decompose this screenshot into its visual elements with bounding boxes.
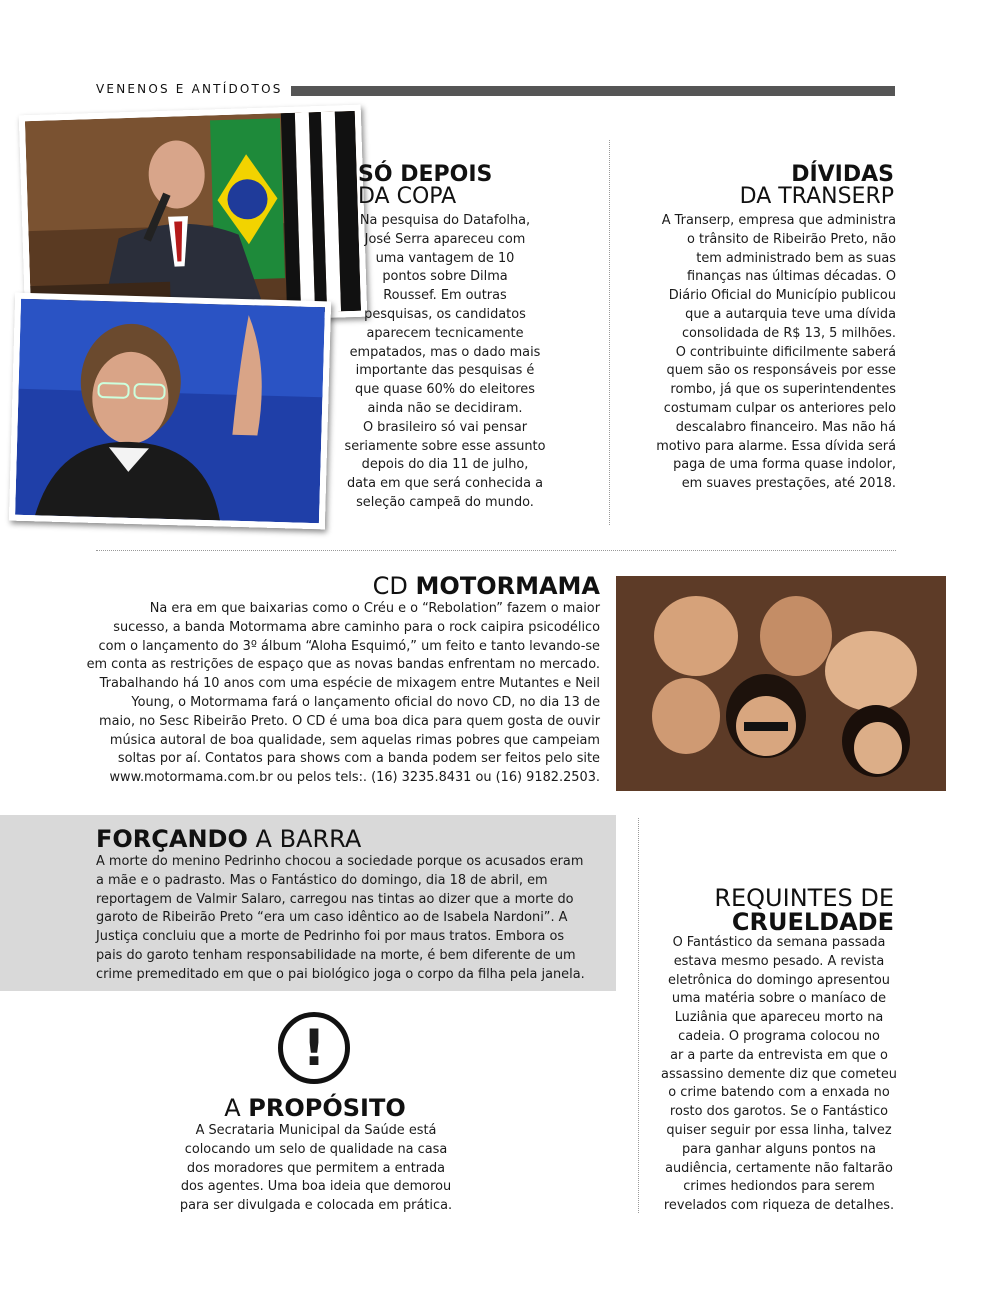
proposito-title-thin: A [224,1094,241,1122]
text-line: dos moradores que permitem a entrada [186,1160,446,1176]
text-line: A Secrataria Municipal da Saúde está [195,1123,437,1138]
text-line: quem são os responsáveis por esse [666,363,896,379]
text-line: motivo para alarme. Essa dívida será [656,438,896,454]
photo-dilma [9,293,331,530]
proposito-title [200,1096,430,1120]
motormama-title [300,574,600,598]
text-line: eletrônica do domingo apresentou [668,972,890,988]
proposito-title-bold: PROPÓSITO [248,1094,406,1122]
text-line: estava mesmo pesado. A revista [673,953,885,969]
text-line: para ser divulgada e colocada em prática. [179,1198,453,1214]
copa-title-bold: SÓ DEPOIS [358,162,493,187]
text-line: A Transerp, empresa que administra [661,213,896,228]
text-line: audiência, certamente não faltarão [665,1160,893,1176]
text-line: ainda não se decidiram. [367,400,523,416]
exclamation-glyph: ! [302,1019,326,1077]
text-line: O brasileiro só vai pensar [362,419,528,435]
text-line: seleção campeã do mundo. [356,494,534,510]
text-line: Luziânia que apareceu morto na [674,1010,884,1026]
text-line: data em que será conhecida a [346,476,544,492]
text-line: maio, no Sesc Ribeirão Preto. O CD é uma boa dica para quem gosta de ouvir [99,713,600,729]
section-rule [291,86,895,96]
text-line: quiser seguir por essa linha, talvez [666,1122,892,1138]
text-line: reportagem de Valmir Salaro, carregou nas tintas ao dizer que a morte do [96,891,574,907]
text-line: depois do dia 11 de julho, [361,457,529,473]
text-line: o crime batendo com a enxada no [668,1085,890,1101]
text-line: o trânsito de Ribeirão Preto, não [687,231,896,247]
crueldade-title-thin: REQUINTES DE [714,884,894,912]
text-line: rombo, já que os superintendentes [670,382,896,398]
text-line: consolidada de R$ 13, 5 milhões. [681,325,896,341]
copa-title-thin: DA COPA [358,184,457,209]
text-line: Diário Oficial do Município publicou [668,288,896,304]
text-line: sucesso, a banda Motormama abre caminho para o rock caipira psicodélico [113,619,600,635]
text-line: dos agentes. Uma boa ideia que demorou [180,1179,452,1195]
text-line: pontos sobre Dilma [382,269,508,285]
text-line: Roussef. Em outras [383,288,507,304]
text-line: cadeia. O programa colocou no [678,1028,880,1044]
text-line: crimes hediondos para serem [683,1179,875,1195]
text-line: Na era em que baixarias como o Créu e o “Rebolation” fazem o maior [149,601,600,616]
transerp-title [640,164,894,208]
text-line: costumam culpar os anteriores pelo [663,400,896,416]
text-line: paga de uma forma quase indolor, [673,457,896,473]
photo-motormama-band [616,576,946,791]
motormama-title-thin: CD [372,572,408,600]
text-line: pais do garoto tenham responsabilidade na morte, é bem diferente de um [96,947,576,963]
transerp-title-bold: DÍVIDAS [791,162,894,187]
text-line: uma matéria sobre o maníaco de [671,991,887,1007]
crueldade-body [650,934,908,1216]
copa-title [358,164,492,208]
text-line: soltas por aí. Contatos para shows com a banda podem ser feitos pelo site [117,751,600,767]
exclamation-icon [278,1012,350,1084]
text-line: com o lançamento do 3º álbum “Aloha Esquimó,” um feito e tanto levando-se [98,638,600,654]
text-line: assassino demente diz que cometeu [661,1066,897,1082]
text-line: rosto dos garotos. Se o Fantástico [669,1104,889,1120]
forcando-title-thin: A BARRA [255,825,362,853]
text-line: uma vantagem de 10 [375,250,515,266]
text-line: empatados, mas o dado mais [349,344,541,360]
column-divider [609,140,610,525]
text-line: aparecem tecnicamente [366,325,524,341]
forcando-title [96,827,361,851]
transerp-title-thin: DA TRANSERP [739,184,894,209]
text-line: colocando um selo de qualidade na casa [184,1141,448,1157]
text-line: Na pesquisa do Datafolha, [359,213,531,228]
text-line: O Fantástico da semana passada [672,935,886,950]
forcando-body [96,853,606,985]
text-line: Trabalhando há 10 anos com uma espécie de mixagem entre Mutantes e Neil [99,676,600,692]
copa-body [330,212,560,513]
text-line: pesquisas, os candidatos [364,306,526,322]
text-line: que a autarquia teve uma dívida [685,306,896,322]
text-line: que quase 60% do eleitores [355,382,535,398]
forcando-title-bold: FORÇANDO [96,825,248,853]
text-line: O contribuinte dificilmente saberá [675,344,896,360]
section-title: VENENOS E ANTÍDOTOS [96,82,283,96]
text-line: tem administrado bem as suas [696,250,896,266]
text-line: crime premeditado em que o pai biológico joga o corpo da filha pela janela. [96,966,585,982]
text-line: em suaves prestações, até 2018. [681,476,896,492]
transerp-body [620,212,896,494]
proposito-body [166,1122,466,1216]
text-line: música autoral de boa qualidade, sem aquelas rimas pobres que campeiam [109,732,600,748]
motormama-body [60,600,600,788]
text-line: em conta as restrições de espaço que as novas bandas enfrentam no mercado. [86,657,600,673]
text-line: revelados com riqueza de detalhes. [663,1198,895,1214]
motormama-title-bold: MOTORMAMA [415,572,600,600]
text-line: ar a parte da entrevista em que o [670,1047,888,1063]
text-line: Young, o Motormama fará o lançamento oficial do novo CD, no dia 13 de [131,694,600,710]
lower-column-divider [638,818,639,1213]
text-line: finanças nas últimas décadas. O [687,269,896,285]
text-line: www.motormama.com.br ou pelos tels:. (16) 3235.8431 ou (16) 9182.2503. [109,770,600,786]
text-line: descalabro financeiro. Mas não há [675,419,896,435]
crueldade-title-bold: CRUELDADE [731,908,894,936]
text-line: A morte do menino Pedrinho chocou a sociedade porque os acusados eram [96,854,584,869]
text-line: importante das pesquisas é [355,363,535,379]
text-line: seriamente sobre esse assunto [344,438,546,454]
text-line: a mãe e o padrasto. Mas o Fantástico do domingo, dia 18 de abril, em [96,872,548,888]
row-divider [96,550,896,551]
text-line: garoto de Ribeirão Preto “era um caso idêntico ao de Isabela Nardoni”. A [96,910,568,926]
text-line: para ganhar alguns pontos na [682,1141,876,1157]
text-line: Justiça concluiu que a morte de Pedrinho foi por maus tratos. Embora os [96,929,565,945]
crueldade-title [660,886,894,934]
text-line: José Serra apareceu com [364,231,526,247]
